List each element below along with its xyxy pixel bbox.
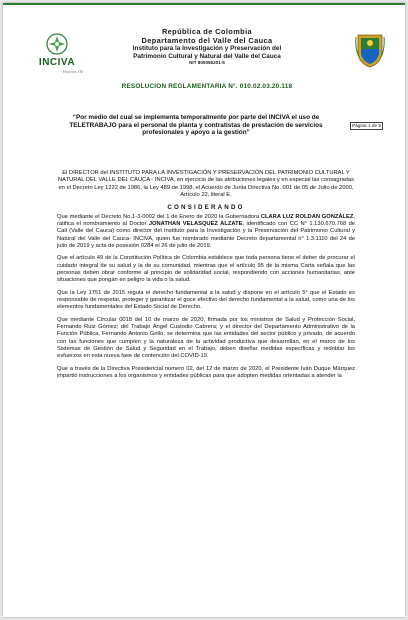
document-page <box>3 3 405 617</box>
resolution-number: RESOLUCION REGLAMENTARIA N°. 010.02.03.20.118 <box>121 83 293 90</box>
p1-governor-name: CLARA LUZ ROLDAN GONZÁLEZ <box>260 213 354 220</box>
p1-text-c: , ratifica el nombramiento al Doctor <box>57 213 355 227</box>
paragraph-circular: Que mediante Circular 0018 del 10 de marzo de 2020, firmada por los ministros de Salud y Protección Social, Fernando Ruiz Gómez; del Trabajo Ángel Custodio Cabrera; y el director del Departamento Administrativo de la Función Pública, Fernando Antonio Grillo; se determina que las entidades del sector público y privado, de acuerdo con las funciones que cumplen y la naturaleza de la actividad productiva que desarrollan, en el marco de los Sistemas de Gestión de Salud y Seguridad en el Trabajo, deben diseñar medidas específicas y redoblar los esfuerzos en esta nueva fase de contención del COVID-19. <box>57 316 355 360</box>
header-institute-line2: Patrimonio Cultural y Natural del Valle del Cauca <box>133 52 281 60</box>
document-body <box>57 170 355 386</box>
header-accent-bar <box>3 3 405 5</box>
inciva-logo <box>31 33 83 74</box>
logo-wordmark: INCIVA <box>38 57 76 68</box>
p1-text-e: , identificado con CC N° 1.130.670.768 de Cali (Valle del Cauca) como director del Instituto para la Investigación y la Preservación del Patrimonio Cultural y Natural del Valle del Cauca- INCIVA, quien fue nombrado mediante Decreto departamental n° 1.3.1110 del 24 de julio de 2019 y acta de posesión 0284 el 26 de julio de 2019. <box>57 220 355 249</box>
header-department: Departamento del Valle del Cauca <box>141 36 273 45</box>
document-header <box>83 27 331 66</box>
document-title: “Por medio del cual se implementa temporalmente por parte del INCIVA el uso de TELETRABAJO para el personal de planta y contratistas de prestación de servicios profesionales y apoyo a la gestión” <box>69 114 323 136</box>
page-indicator: Página 1 de 5 <box>352 123 381 128</box>
paragraph-decree <box>57 214 355 250</box>
intro-paragraph: El DIRECTOR del INSTITUTO PARA LA INVESTIGACIÓN Y PRESERVACIÓN DEL PATRIMONIO CULTURAL Y NATURAL DEL VALLE DEL CAUCA - INCIVA, en ejercicio de las atribuciones legales y en especial las consagradas en el Decreto Ley 1222 de 1986, la Ley 489 de 1998, el Acuerdo de Junta Directiva No. 001 de 05 de Julio de 2000, Artículo 22, literal E. <box>58 170 354 198</box>
p1-director-name: JONATHAN VELASQUEZ ALZATE <box>148 220 243 227</box>
paragraph-constitution: Que el artículo 49 de la Constitución Política de Colombia establece que toda persona tiene el deber de procurar el cuidado integral de su salud y la de su comunidad, mientras que el artículo 95 de la misma Carta señala que las personas deben obrar conforme al principio de solidaridad social, respondiendo con acciones humanitarias, ante situaciones que pongan en peligro la vida o la salud. <box>57 255 355 284</box>
header-republic: República de Colombia <box>161 27 253 36</box>
header-nit: NIT 800056201-5 <box>189 60 225 65</box>
considerando-heading: CONSIDERANDO <box>167 204 245 212</box>
header-institute-line1: Instituto para la Investigación y Preservación del <box>132 45 282 52</box>
inciva-emblem-icon <box>46 33 68 55</box>
logo-tagline: Vivimos Ok <box>62 69 83 74</box>
p1-text-a: Que mediante el Decreto No.1-3-0002 del 1 de Enero de 2020 la Gobernadora <box>57 213 261 220</box>
paragraph-ley-1751: Que la Ley 1751 de 2015 regula el derecho fundamental a la salud y dispone en el artículo 5° que el Estado es responsable de respetar, proteger y garantizar el goce efectivo del derecho fundamental a la salud, como una de los elementos fundamentales del Estado Social de Derecho. <box>57 289 355 311</box>
paragraph-directiva: Que a través de la Directiva Presidencial número 02, del 12 de marzo de 2020, el Presidente Iván Duque Márquez impartió instrucciones a los organismos y entidades públicas para que adopten medidas orientadas a atender la <box>57 365 355 380</box>
valle-del-cauca-crest-icon <box>355 31 385 69</box>
